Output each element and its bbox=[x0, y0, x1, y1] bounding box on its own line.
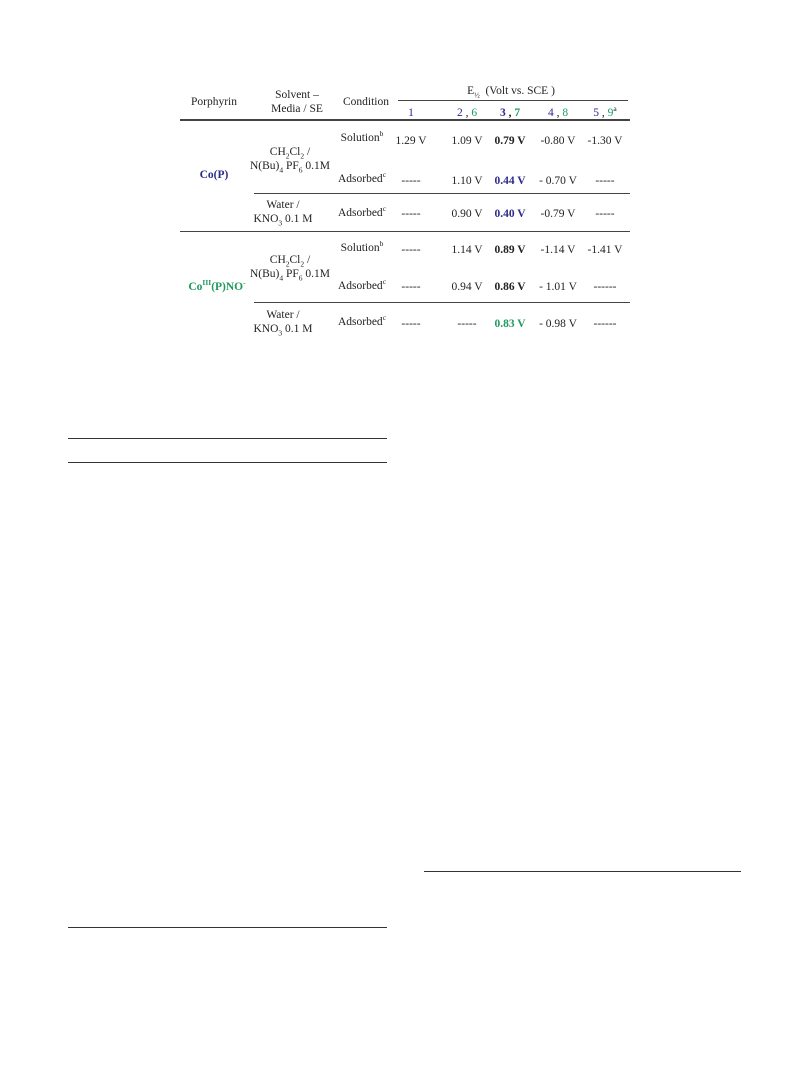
value-cell: ----- bbox=[595, 175, 615, 187]
header-peak-2-6: 2 , 6 bbox=[456, 107, 478, 119]
media-ch2cl2-line1: $CH_2Cl_2$ / bbox=[269, 254, 311, 269]
header-subrule bbox=[398, 100, 628, 101]
value-cell: 0.86 V bbox=[494, 281, 526, 293]
condition-cell: Adsorbed$^c$ bbox=[337, 204, 387, 219]
value-cell: 0.79 V bbox=[494, 135, 526, 147]
condition-cell: Solution$^b$ bbox=[340, 239, 384, 254]
value-cell: -0.79 V bbox=[540, 208, 576, 220]
value-cell: -1.41 V bbox=[587, 244, 623, 256]
media-water-line2: $KNO_3$ 0.1 M bbox=[253, 323, 313, 338]
value-cell: ------ bbox=[593, 318, 617, 330]
header-solvent-line1: Solvent – bbox=[275, 89, 319, 101]
media-ch2cl2-line1: $CH_2Cl_2$ / bbox=[269, 146, 311, 161]
condition-cell: Solution$^b$ bbox=[340, 129, 384, 144]
value-cell: ----- bbox=[401, 208, 421, 220]
header-peak-5-9: 5 , 9$^a$ bbox=[593, 104, 617, 119]
value-cell: 0.94 V bbox=[451, 281, 483, 293]
media-water-line1: Water / bbox=[266, 199, 300, 211]
header-solvent-line2: Media / SE bbox=[271, 103, 323, 115]
header-condition: Condition bbox=[342, 96, 390, 108]
media-ch2cl2-line2: $N(Bu)_4$ $PF_6$ 0.1M bbox=[249, 268, 331, 283]
value-cell: 0.44 V bbox=[494, 175, 526, 187]
value-cell: 0.89 V bbox=[494, 244, 526, 256]
value-cell: 1.29 V bbox=[395, 135, 427, 147]
value-cell: - 0.70 V bbox=[539, 175, 577, 187]
header-e-half: $E_{\frac{1}{2}}$ (Volt vs. SCE ) bbox=[467, 85, 555, 100]
value-cell: ----- bbox=[401, 244, 421, 256]
value-cell: 1.09 V bbox=[451, 135, 483, 147]
page-rule bbox=[424, 871, 741, 872]
media-water-line2: $KNO_3$ 0.1 M bbox=[253, 213, 313, 228]
header-porphyrin: Porphyrin bbox=[191, 96, 237, 108]
value-cell: -1.30 V bbox=[587, 135, 623, 147]
condition-cell: Adsorbed$^c$ bbox=[337, 313, 387, 328]
value-cell: ----- bbox=[595, 208, 615, 220]
subgroup-rule bbox=[254, 302, 630, 303]
value-cell: -1.14 V bbox=[540, 244, 576, 256]
value-cell: ----- bbox=[401, 318, 421, 330]
header-peak-3-7: 3 , 7 bbox=[499, 107, 521, 119]
value-cell: 0.90 V bbox=[451, 208, 483, 220]
value-cell: -0.80 V bbox=[540, 135, 576, 147]
potentials-table bbox=[180, 80, 630, 348]
value-cell: ------ bbox=[593, 281, 617, 293]
condition-cell: Adsorbed$^c$ bbox=[337, 277, 387, 292]
header-peak-4-8: 4 , 8 bbox=[547, 107, 569, 119]
value-cell: 1.10 V bbox=[451, 175, 483, 187]
value-cell: ----- bbox=[401, 281, 421, 293]
page-rule bbox=[68, 462, 387, 463]
value-cell: - 1.01 V bbox=[539, 281, 577, 293]
page-rule bbox=[68, 438, 387, 439]
porphyrin-coiii-pno: $Co^{III}(P)NO^-$ bbox=[188, 278, 246, 293]
group-rule bbox=[180, 231, 630, 232]
media-water-line1: Water / bbox=[266, 309, 300, 321]
media-ch2cl2-line2: $N(Bu)_4$ $PF_6$ 0.1M bbox=[249, 160, 331, 175]
condition-cell: Adsorbed$^c$ bbox=[337, 170, 387, 185]
page-rule bbox=[68, 927, 387, 928]
value-cell: - 0.98 V bbox=[539, 318, 577, 330]
porphyrin-cop: Co(P) bbox=[199, 169, 229, 181]
value-cell: 0.40 V bbox=[494, 208, 526, 220]
value-cell: ----- bbox=[457, 318, 477, 330]
header-bottom-rule bbox=[180, 119, 630, 121]
header-peak-1: 1 bbox=[408, 107, 414, 119]
value-cell: ----- bbox=[401, 175, 421, 187]
value-cell: 0.83 V bbox=[494, 318, 526, 330]
value-cell: 1.14 V bbox=[451, 244, 483, 256]
subgroup-rule bbox=[254, 193, 630, 194]
